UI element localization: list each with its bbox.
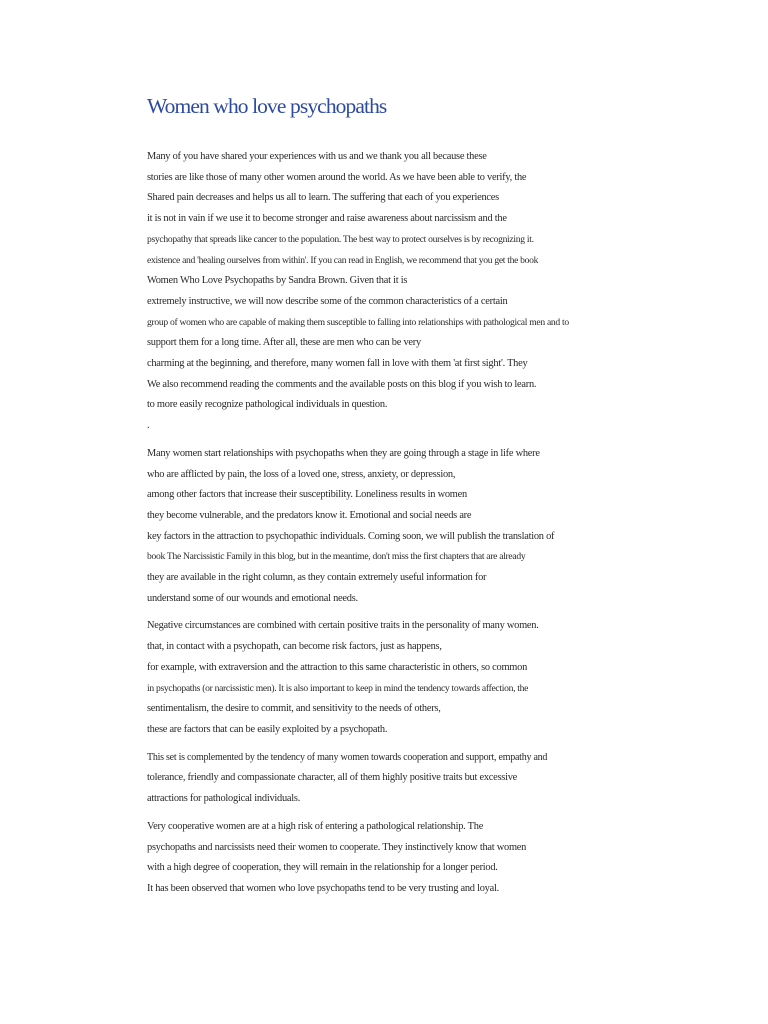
text-line: group of women who are capable of making them susceptible to falling into relationships with pathological men and to	[147, 316, 569, 328]
text-line: with a high degree of cooperation, they will remain in the relationship for a longer period.	[147, 862, 498, 874]
text-line: psychopathy that spreads like cancer to the population. The best way to protect ourselves is by recognizing it.	[147, 233, 534, 245]
text-line: key factors in the attraction to psychopathic individuals. Coming soon, we will publish the translation of	[147, 530, 555, 542]
text-line: stories are like those of many other women around the world. As we have been able to verify, the	[147, 171, 527, 183]
text-line: Very cooperative women are at a high risk of entering a pathological relationship. The	[147, 820, 484, 832]
text-line: who are afflicted by pain, the loss of a loved one, stress, anxiety, or depression,	[147, 468, 456, 480]
text-line: It has been observed that women who love psychopaths tend to be very trusting and loyal.	[147, 882, 499, 894]
text-line: these are factors that can be easily exploited by a psychopath.	[147, 723, 388, 735]
text-line: attractions for pathological individuals.	[147, 793, 301, 805]
text-line: Women Who Love Psychopaths by Sandra Brown. Given that it is	[147, 275, 408, 287]
text-line: psychopaths and narcissists need their women to cooperate. They instinctively know that women	[147, 841, 527, 853]
text-line: they are available in the right column, as they contain extremely useful information for	[147, 572, 487, 584]
text-line: book The Narcissistic Family in this blog, but in the meantime, don't miss the first chapters that are already	[147, 551, 526, 563]
text-line: it is not in vain if we use it to become stronger and raise awareness about narcissism and the	[147, 213, 507, 225]
paragraph-3	[147, 616, 617, 740]
article-body	[147, 147, 617, 900]
text-line: to more easily recognize pathological individuals in question.	[147, 399, 388, 411]
text-line: in psychopaths (or narcissistic men). It is also important to keep in mind the tendency towards affection, the	[147, 682, 529, 694]
text-line: for example, with extraversion and the attraction to this same characteristic in others, so common	[147, 661, 528, 673]
text-line: Many women start relationships with psychopaths when they are going through a stage in life where	[147, 447, 540, 459]
text-line: Many of you have shared your experiences with us and we thank you all because these	[147, 151, 487, 162]
text-line: sentimentalism, the desire to commit, and sensitivity to the needs of others,	[147, 703, 441, 715]
text-line: Negative circumstances are combined with certain positive traits in the personality of many women.	[147, 620, 539, 632]
text-line: they become vulnerable, and the predators know it. Emotional and social needs are	[147, 509, 472, 521]
text-line: This set is complemented by the tendency of many women towards cooperation and support, empathy and	[147, 751, 548, 763]
paragraph-5	[147, 817, 617, 900]
page-title: Women who love psychopaths	[147, 94, 387, 118]
text-line: .	[147, 420, 150, 432]
paragraph-1	[147, 147, 617, 437]
text-line: that, in contact with a psychopath, can become risk factors, just as happens,	[147, 641, 442, 653]
text-line: existence and 'healing ourselves from within'. If you can read in English, we recommend that you get the book	[147, 254, 539, 266]
article	[147, 92, 617, 907]
text-line: understand some of our wounds and emotional needs.	[147, 592, 358, 604]
text-line: tolerance, friendly and compassionate character, all of them highly positive traits but excessive	[147, 772, 518, 784]
paragraph-4	[147, 748, 617, 810]
text-line: charming at the beginning, and therefore, many women fall in love with them 'at first sight'. They	[147, 358, 528, 370]
text-line: among other factors that increase their susceptibility. Loneliness results in women	[147, 489, 467, 501]
text-line: extremely instructive, we will now describe some of the common characteristics of a certain	[147, 295, 508, 307]
text-line: Shared pain decreases and helps us all to learn. The suffering that each of you experiences	[147, 192, 499, 204]
paragraph-2	[147, 444, 617, 610]
text-line: We also recommend reading the comments and the available posts on this blog if you wish to learn.	[147, 378, 537, 390]
text-line: support them for a long time. After all, these are men who can be very	[147, 337, 421, 349]
